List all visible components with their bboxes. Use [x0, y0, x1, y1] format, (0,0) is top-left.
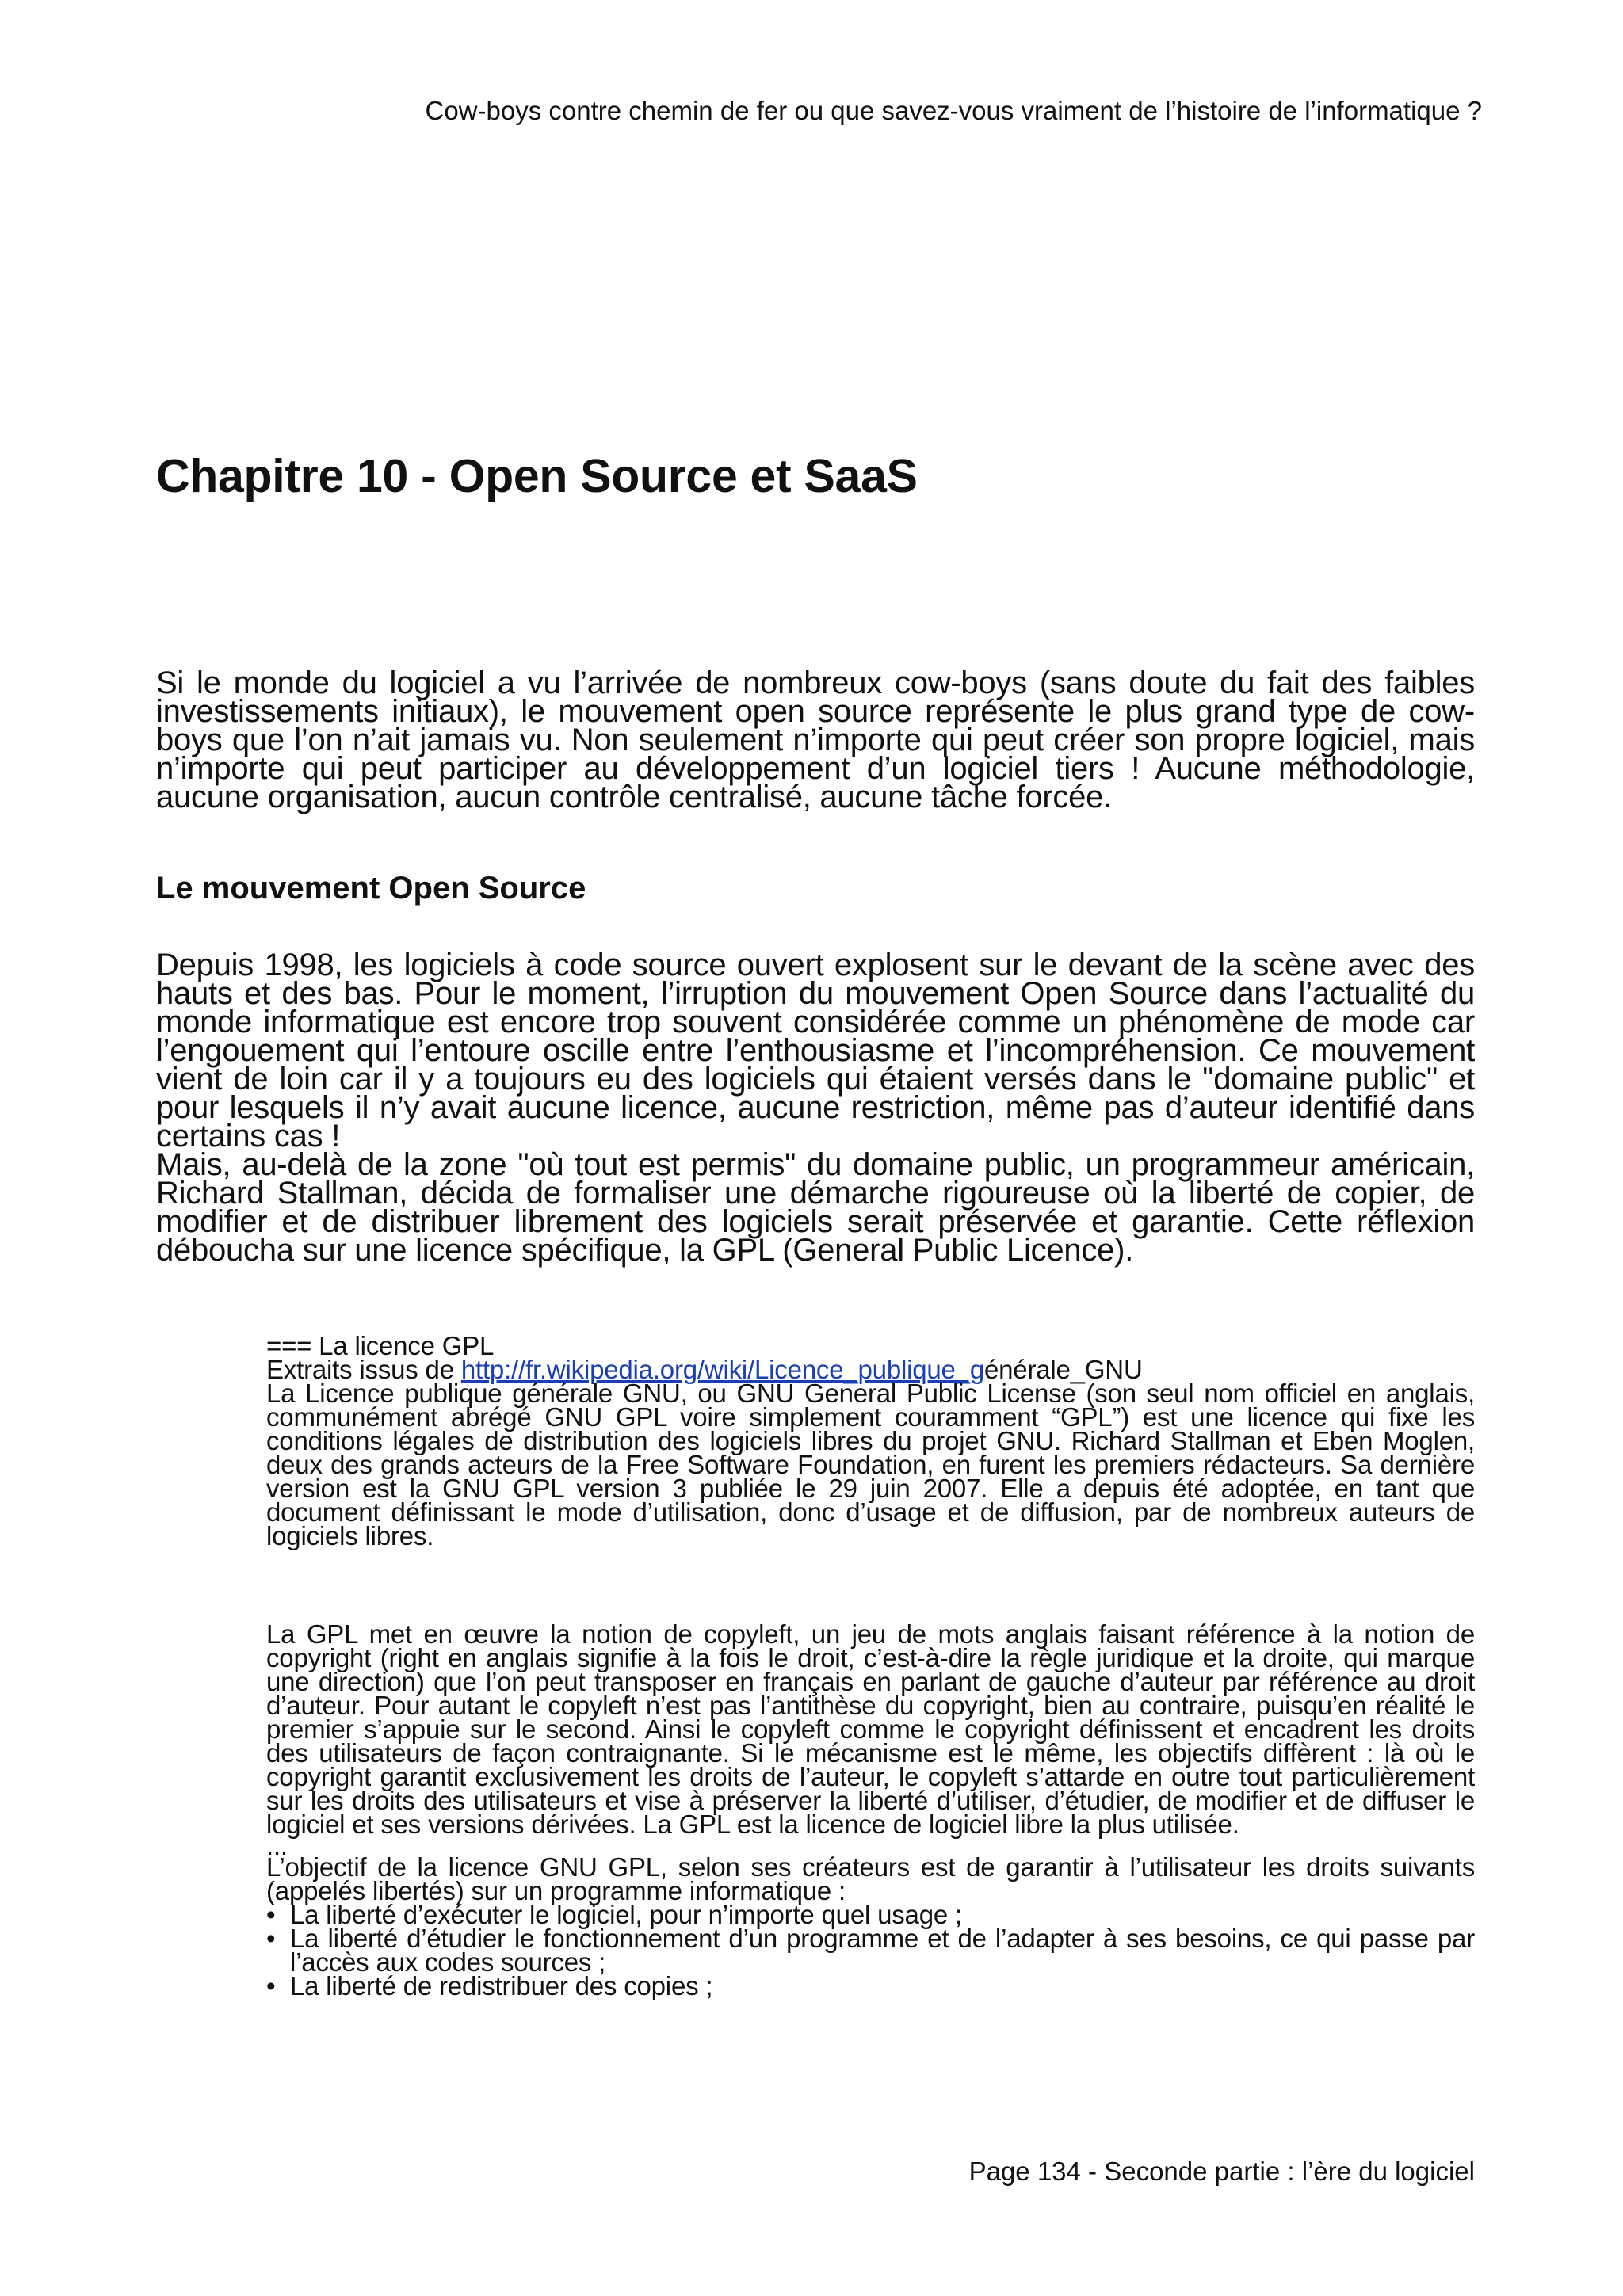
- section-body: [156, 948, 1475, 1268]
- section-heading: Le mouvement Open Source: [156, 871, 586, 906]
- gpl-quote-continued: [266, 1619, 1475, 2000]
- quote-source-suffix: énérale_GNU: [984, 1355, 1143, 1384]
- page-footer: Page 134 - Seconde partie : l’ère du logiciel: [968, 2157, 1475, 2186]
- quote-paragraph-3: L’objectif de la licence GNU GPL, selon ses créateurs est de garantir à l’utilisateur les droits suivants (appelés libertés) sur un programme informatique :: [266, 1852, 1475, 1905]
- bullet-icon: •: [266, 1900, 276, 1929]
- quote-paragraph-2: La GPL met en œuvre la notion de copyleft, un jeu de mots anglais faisant référence à la notion de copyright (right en anglais signifie à la fois le droit, c’est-à-dire la règle juridique et la droite, qui marque une direction) que l’on peut transposer en français en parlant de gauche d’auteur par référence au droit d’auteur. Pour autant le copyleft n’est pas l’antithèse du copyright, bien au contraire, puisqu’en réalité le premier s’appuie sur le second. Ainsi le copyleft comme le copyright définissent et encadrent les droits des utilisateurs de façon contraignante. Si le mécanisme est le même, les objectifs diffèrent : là où le copyright garantit exclusivement les droits de l’auteur, le copyleft s’attarde en outre tout particulièrement sur les droits des utilisateurs et vise à préserver la liberté d’utiliser, d’étudier, de modifier et de diffuser le logiciel et ses versions dérivées. La GPL est la licence de logiciel libre la plus utilisée.: [266, 1619, 1475, 1839]
- list-item-text: La liberté d’exécuter le logiciel, pour n’importe quel usage ;: [290, 1900, 962, 1929]
- wikipedia-link[interactable]: http://fr.wikipedia.org/wiki/Licence_publique_g: [460, 1355, 984, 1384]
- freedoms-list: [266, 1900, 1475, 2000]
- bullet-icon: •: [266, 1971, 276, 2000]
- quote-source-prefix: Extraits issus de: [266, 1355, 461, 1384]
- bullet-icon: •: [266, 1924, 276, 1953]
- section-paragraph-1: Depuis 1998, les logiciels à code source ouvert explosent sur le devant de la scène avec des hauts et des bas. Pour le moment, l’irruption du mouvement Open Source dans l’actualité du monde informatique est encore trop souvent considérée comme un phénomène de mode car l’engouement qui l’entoure oscille entre l’enthousiasme et l’incompréhension. Ce mouvement vient de loin car il y a toujours eu des logiciels qui étaient versés dans le "domaine public" et pour lesquels il n’y avait aucune licence, aucune restriction, même pas d’auteur identifié dans certains cas !: [156, 948, 1475, 1154]
- running-header: Cow-boys contre chemin de fer ou que savez-vous vraiment de l’histoire de l’informatique ?: [425, 96, 1482, 125]
- chapter-title: Chapitre 10 - Open Source et SaaS: [156, 450, 918, 502]
- quote-paragraph-1: La Licence publique générale GNU, ou GNU General Public License (son seul nom officiel en anglais, communément abrégé GNU GPL voire simplement couramment “GPL”) est une licence qui fixe les conditions légales de distribution des logiciels libres du projet GNU. Richard Stallman et Eben Moglen, deux des grands acteurs de la Free Software Foundation, en furent les premiers rédacteurs. Sa dernière version est la GNU GPL version 3 publiée le 29 juin 2007. Elle a depuis été adoptée, en tant que document définissant le mode d’utilisation, donc d’usage et de diffusion, par de nombreux auteurs de logiciels libres.: [266, 1379, 1475, 1550]
- list-item: [266, 1971, 1475, 2000]
- quote-title: === La licence GPL: [266, 1331, 495, 1360]
- intro-paragraph: [156, 666, 1475, 814]
- section-paragraph-2: Mais, au-delà de la zone "où tout est permis" du domaine public, un programmeur américain, Richard Stallman, décida de formaliser une démarche rigoureuse où la liberté de copier, de modifier et de distribuer librement des logiciels serait préservée et garantie. Cette réflexion déboucha sur une licence spécifique, la GPL (General Public Licence).: [156, 1147, 1475, 1268]
- quote-ellipsis: ...: [266, 1831, 288, 1860]
- list-item-text: La liberté de redistribuer des copies ;: [290, 1971, 713, 2000]
- list-item-text: La liberté d’étudier le fonctionnement d’un programme et de l’adapter à ses besoins, ce qui passe par l’accès aux codes sources ;: [290, 1924, 1475, 1977]
- gpl-quote-block: [266, 1331, 1475, 1550]
- intro-text: Si le monde du logiciel a vu l’arrivée de nombreux cow-boys (sans doute du fait des faibles investissements initiaux), le mouvement open source représente le plus grand type de cow-boys que l’on n’ait jamais vu. Non seulement n’importe qui peut créer son propre logiciel, mais n’importe qui peut participer au développement d’un logiciel tiers ! Aucune méthodologie, aucune organisation, aucun contrôle centralisé, aucune tâche forcée.: [156, 666, 1475, 814]
- list-item: [266, 1924, 1475, 1977]
